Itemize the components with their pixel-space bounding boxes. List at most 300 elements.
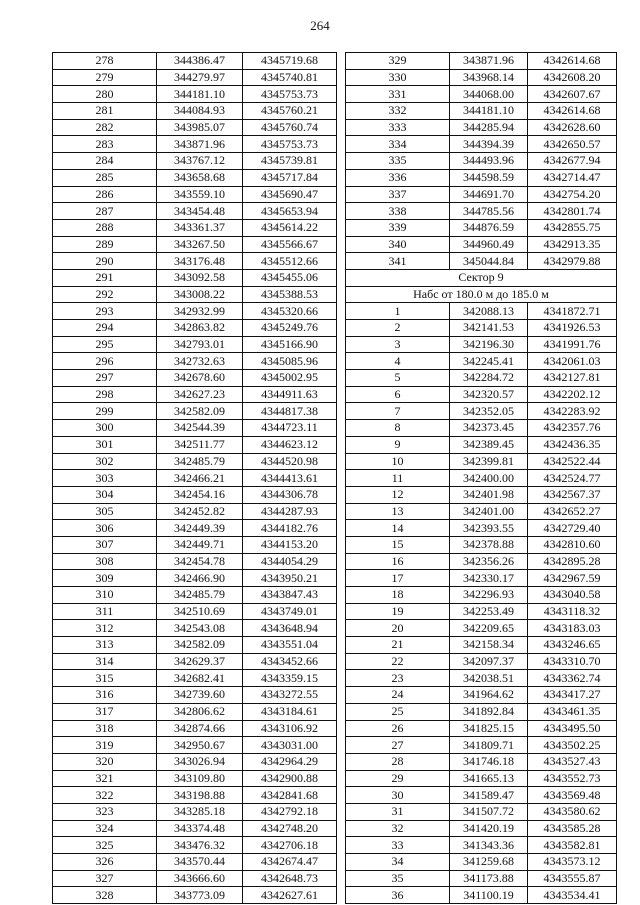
x-coordinate-cell: 342950.67 (157, 737, 243, 754)
table-row (53, 53, 337, 70)
x-coordinate-cell: 342627.23 (157, 386, 243, 403)
y-coordinate-cell: 4342900.88 (243, 770, 337, 787)
table-row (53, 837, 337, 854)
table-row (53, 520, 337, 537)
y-coordinate-cell: 4342652.27 (528, 503, 617, 520)
table-row (53, 637, 337, 654)
x-coordinate-cell: 342485.79 (157, 587, 243, 604)
y-coordinate-cell: 4343359.15 (243, 670, 337, 687)
table-row (53, 587, 337, 604)
x-coordinate-cell: 342296.93 (450, 587, 528, 604)
point-number-cell: 303 (53, 470, 157, 487)
point-number-cell: 281 (53, 103, 157, 120)
x-coordinate-cell: 342389.45 (450, 436, 528, 453)
table-row (53, 236, 337, 253)
table-row (53, 253, 337, 270)
point-number-cell: 28 (346, 753, 450, 770)
point-number-cell: 26 (346, 720, 450, 737)
y-coordinate-cell: 4343555.87 (528, 870, 617, 887)
table-row (346, 353, 617, 370)
point-number-cell: 280 (53, 86, 157, 103)
x-coordinate-cell: 343570.44 (157, 854, 243, 871)
y-coordinate-cell: 4344306.78 (243, 486, 337, 503)
point-number-cell: 290 (53, 253, 157, 270)
x-coordinate-cell: 344068.00 (450, 86, 528, 103)
table-row (53, 420, 337, 437)
table-row (346, 86, 617, 103)
x-coordinate-cell: 342400.00 (450, 470, 528, 487)
y-coordinate-cell: 4343950.21 (243, 570, 337, 587)
point-number-cell: 333 (346, 119, 450, 136)
point-number-cell: 340 (346, 236, 450, 253)
x-coordinate-cell: 342393.55 (450, 520, 528, 537)
table-row (53, 687, 337, 704)
y-coordinate-cell: 4343527.43 (528, 753, 617, 770)
y-coordinate-cell: 4345753.73 (243, 86, 337, 103)
x-coordinate-cell: 343559.10 (157, 186, 243, 203)
point-number-cell: 285 (53, 169, 157, 186)
point-number-cell: 9 (346, 436, 450, 453)
y-coordinate-cell: 4345719.68 (243, 53, 337, 70)
point-number-cell: 304 (53, 486, 157, 503)
table-row (346, 770, 617, 787)
x-coordinate-cell: 341825.15 (450, 720, 528, 737)
table-row (346, 186, 617, 203)
y-coordinate-cell: 4342964.29 (243, 753, 337, 770)
table-row (53, 370, 337, 387)
table-row (53, 787, 337, 804)
y-coordinate-cell: 4343573.12 (528, 854, 617, 871)
table-row (346, 253, 617, 270)
y-coordinate-cell: 4344623.12 (243, 436, 337, 453)
y-coordinate-cell: 4344520.98 (243, 453, 337, 470)
table-row (346, 53, 617, 70)
y-coordinate-cell: 4341872.71 (528, 303, 617, 320)
table-row (53, 670, 337, 687)
table-row (346, 386, 617, 403)
point-number-cell: 6 (346, 386, 450, 403)
point-number-cell: 328 (53, 887, 157, 904)
y-coordinate-cell: 4343040.58 (528, 587, 617, 604)
x-coordinate-cell: 342356.26 (450, 553, 528, 570)
y-coordinate-cell: 4345717.84 (243, 169, 337, 186)
x-coordinate-cell: 342320.57 (450, 386, 528, 403)
table-row (53, 69, 337, 86)
point-number-cell: 19 (346, 603, 450, 620)
x-coordinate-cell: 343666.60 (157, 870, 243, 887)
y-coordinate-cell: 4344911.63 (243, 386, 337, 403)
x-coordinate-cell: 342141.53 (450, 320, 528, 337)
table-row (53, 803, 337, 820)
table-row (53, 887, 337, 904)
y-coordinate-cell: 4342714.47 (528, 169, 617, 186)
x-coordinate-cell: 343374.48 (157, 820, 243, 837)
y-coordinate-cell: 4344287.93 (243, 503, 337, 520)
point-number-cell: 278 (53, 53, 157, 70)
table-row (346, 103, 617, 120)
x-coordinate-cell: 343267.50 (157, 236, 243, 253)
x-coordinate-cell: 344691.70 (450, 186, 528, 203)
table-row (346, 603, 617, 620)
point-number-cell: 33 (346, 837, 450, 854)
y-coordinate-cell: 4342855.75 (528, 219, 617, 236)
table-row (346, 136, 617, 153)
point-number-cell: 32 (346, 820, 450, 837)
table-row (346, 737, 617, 754)
y-coordinate-cell: 4343534.41 (528, 887, 617, 904)
x-coordinate-cell: 342466.90 (157, 570, 243, 587)
point-number-cell: 4 (346, 353, 450, 370)
y-coordinate-cell: 4342061.03 (528, 353, 617, 370)
point-number-cell: 339 (346, 219, 450, 236)
y-coordinate-cell: 4344723.11 (243, 420, 337, 437)
point-number-cell: 14 (346, 520, 450, 537)
point-number-cell: 279 (53, 69, 157, 86)
y-coordinate-cell: 4343847.43 (243, 587, 337, 604)
y-coordinate-cell: 4342202.12 (528, 386, 617, 403)
point-number-cell: 292 (53, 286, 157, 303)
table-row (53, 286, 337, 303)
point-number-cell: 300 (53, 420, 157, 437)
x-coordinate-cell: 342330.17 (450, 570, 528, 587)
x-coordinate-cell: 342466.21 (157, 470, 243, 487)
x-coordinate-cell: 342401.00 (450, 503, 528, 520)
y-coordinate-cell: 4345388.53 (243, 286, 337, 303)
table-row (53, 320, 337, 337)
table-row (346, 620, 617, 637)
x-coordinate-cell: 344876.59 (450, 219, 528, 236)
x-coordinate-cell: 341343.36 (450, 837, 528, 854)
y-coordinate-cell: 4343580.62 (528, 803, 617, 820)
table-row (53, 570, 337, 587)
y-coordinate-cell: 4343310.70 (528, 653, 617, 670)
x-coordinate-cell: 342544.39 (157, 420, 243, 437)
table-row (53, 336, 337, 353)
point-number-cell: 11 (346, 470, 450, 487)
x-coordinate-cell: 341964.62 (450, 687, 528, 704)
y-coordinate-cell: 4342801.74 (528, 203, 617, 220)
x-coordinate-cell: 342452.82 (157, 503, 243, 520)
y-coordinate-cell: 4342628.60 (528, 119, 617, 136)
table-row (346, 370, 617, 387)
table-row (346, 470, 617, 487)
point-number-cell: 3 (346, 336, 450, 353)
y-coordinate-cell: 4342677.94 (528, 153, 617, 170)
x-coordinate-cell: 343198.88 (157, 787, 243, 804)
x-coordinate-cell: 342511.77 (157, 436, 243, 453)
point-number-cell: 34 (346, 854, 450, 871)
y-coordinate-cell: 4342614.68 (528, 53, 617, 70)
x-coordinate-cell: 342209.65 (450, 620, 528, 637)
y-coordinate-cell: 4345455.06 (243, 269, 337, 286)
x-coordinate-cell: 341589.47 (450, 787, 528, 804)
y-coordinate-cell: 4344182.76 (243, 520, 337, 537)
y-coordinate-cell: 4345512.66 (243, 253, 337, 270)
table-row (346, 520, 617, 537)
x-coordinate-cell: 344493.96 (450, 153, 528, 170)
point-number-cell: 25 (346, 703, 450, 720)
x-coordinate-cell: 341746.18 (450, 753, 528, 770)
y-coordinate-cell: 4343552.73 (528, 770, 617, 787)
point-number-cell: 31 (346, 803, 450, 820)
y-coordinate-cell: 4343502.25 (528, 737, 617, 754)
table-row (346, 703, 617, 720)
y-coordinate-cell: 4342614.68 (528, 103, 617, 120)
y-coordinate-cell: 4342674.47 (243, 854, 337, 871)
table-row (53, 620, 337, 637)
y-coordinate-cell: 4343184.61 (243, 703, 337, 720)
point-number-cell: 23 (346, 670, 450, 687)
x-coordinate-cell: 343773.09 (157, 887, 243, 904)
point-number-cell: 283 (53, 136, 157, 153)
point-number-cell: 321 (53, 770, 157, 787)
y-coordinate-cell: 4345320.66 (243, 303, 337, 320)
table-row (53, 753, 337, 770)
y-coordinate-cell: 4343582.81 (528, 837, 617, 854)
y-coordinate-cell: 4342895.28 (528, 553, 617, 570)
y-coordinate-cell: 4343461.35 (528, 703, 617, 720)
table-row (346, 436, 617, 453)
sector-subheader-row (346, 286, 617, 303)
point-number-cell: 10 (346, 453, 450, 470)
point-number-cell: 329 (346, 53, 450, 70)
table-row (53, 470, 337, 487)
point-number-cell: 335 (346, 153, 450, 170)
point-number-cell: 323 (53, 803, 157, 820)
table-row (53, 737, 337, 754)
table-row (53, 169, 337, 186)
table-row (53, 486, 337, 503)
x-coordinate-cell: 344181.10 (157, 86, 243, 103)
table-row (346, 420, 617, 437)
y-coordinate-cell: 4344817.38 (243, 403, 337, 420)
y-coordinate-cell: 4345653.94 (243, 203, 337, 220)
y-coordinate-cell: 4345740.81 (243, 69, 337, 86)
x-coordinate-cell: 343968.14 (450, 69, 528, 86)
point-number-cell: 332 (346, 103, 450, 120)
point-number-cell: 302 (53, 453, 157, 470)
y-coordinate-cell: 4342748.20 (243, 820, 337, 837)
point-number-cell: 16 (346, 553, 450, 570)
x-coordinate-cell: 344285.94 (450, 119, 528, 136)
table-row (346, 169, 617, 186)
point-number-cell: 336 (346, 169, 450, 186)
point-number-cell: 294 (53, 320, 157, 337)
point-number-cell: 314 (53, 653, 157, 670)
y-coordinate-cell: 4343551.04 (243, 637, 337, 654)
y-coordinate-cell: 4341926.53 (528, 320, 617, 337)
table-row (346, 453, 617, 470)
point-number-cell: 24 (346, 687, 450, 704)
x-coordinate-cell: 342543.08 (157, 620, 243, 637)
point-number-cell: 289 (53, 236, 157, 253)
x-coordinate-cell: 341892.84 (450, 703, 528, 720)
table-row (346, 837, 617, 854)
x-coordinate-cell: 343109.80 (157, 770, 243, 787)
point-number-cell: 293 (53, 303, 157, 320)
table-row (53, 503, 337, 520)
point-number-cell: 299 (53, 403, 157, 420)
table-row (346, 536, 617, 553)
x-coordinate-cell: 345044.84 (450, 253, 528, 270)
y-coordinate-cell: 4342913.35 (528, 236, 617, 253)
point-number-cell: 324 (53, 820, 157, 837)
x-coordinate-cell: 342739.60 (157, 687, 243, 704)
x-coordinate-cell: 341100.19 (450, 887, 528, 904)
point-number-cell: 317 (53, 703, 157, 720)
y-coordinate-cell: 4342648.73 (243, 870, 337, 887)
x-coordinate-cell: 343871.96 (450, 53, 528, 70)
y-coordinate-cell: 4342436.35 (528, 436, 617, 453)
table-row (53, 703, 337, 720)
x-coordinate-cell: 344960.49 (450, 236, 528, 253)
point-number-cell: 5 (346, 370, 450, 387)
y-coordinate-cell: 4345566.67 (243, 236, 337, 253)
table-row (346, 753, 617, 770)
x-coordinate-cell: 343285.18 (157, 803, 243, 820)
y-coordinate-cell: 4343362.74 (528, 670, 617, 687)
point-number-cell: 20 (346, 620, 450, 637)
table-row (53, 870, 337, 887)
y-coordinate-cell: 4342522.44 (528, 453, 617, 470)
x-coordinate-cell: 342097.37 (450, 653, 528, 670)
table-row (346, 854, 617, 871)
y-coordinate-cell: 4342650.57 (528, 136, 617, 153)
table-row (346, 720, 617, 737)
table-row (346, 803, 617, 820)
x-coordinate-cell: 342401.98 (450, 486, 528, 503)
y-coordinate-cell: 4342127.81 (528, 370, 617, 387)
x-coordinate-cell: 342373.45 (450, 420, 528, 437)
y-coordinate-cell: 4343106.92 (243, 720, 337, 737)
y-coordinate-cell: 4342283.92 (528, 403, 617, 420)
y-coordinate-cell: 4345760.74 (243, 119, 337, 136)
x-coordinate-cell: 343008.22 (157, 286, 243, 303)
table-row (346, 153, 617, 170)
x-coordinate-cell: 344598.59 (450, 169, 528, 186)
y-coordinate-cell: 4342754.20 (528, 186, 617, 203)
point-number-cell: 322 (53, 787, 157, 804)
y-coordinate-cell: 4343452.66 (243, 653, 337, 670)
point-number-cell: 297 (53, 370, 157, 387)
x-coordinate-cell: 342629.37 (157, 653, 243, 670)
point-number-cell: 331 (346, 86, 450, 103)
point-number-cell: 308 (53, 553, 157, 570)
y-coordinate-cell: 4342524.77 (528, 470, 617, 487)
point-number-cell: 305 (53, 503, 157, 520)
point-number-cell: 18 (346, 587, 450, 604)
y-coordinate-cell: 4345690.47 (243, 186, 337, 203)
y-coordinate-cell: 4341991.76 (528, 336, 617, 353)
point-number-cell: 334 (346, 136, 450, 153)
table-row (53, 553, 337, 570)
x-coordinate-cell: 342352.05 (450, 403, 528, 420)
x-coordinate-cell: 342874.66 (157, 720, 243, 737)
table-row (53, 720, 337, 737)
x-coordinate-cell: 342449.71 (157, 536, 243, 553)
table-row (53, 353, 337, 370)
x-coordinate-cell: 341420.19 (450, 820, 528, 837)
y-coordinate-cell: 4345002.95 (243, 370, 337, 387)
point-number-cell: 313 (53, 637, 157, 654)
x-coordinate-cell: 343026.94 (157, 753, 243, 770)
x-coordinate-cell: 344785.56 (450, 203, 528, 220)
x-coordinate-cell: 342793.01 (157, 336, 243, 353)
sector-header-row (346, 269, 617, 286)
point-number-cell: 21 (346, 637, 450, 654)
point-number-cell: 7 (346, 403, 450, 420)
table-row (53, 453, 337, 470)
table-row (346, 69, 617, 86)
x-coordinate-cell: 344386.47 (157, 53, 243, 70)
table-row (346, 219, 617, 236)
point-number-cell: 17 (346, 570, 450, 587)
table-row (53, 136, 337, 153)
table-row (53, 386, 337, 403)
point-number-cell: 2 (346, 320, 450, 337)
x-coordinate-cell: 342038.51 (450, 670, 528, 687)
x-coordinate-cell: 343454.48 (157, 203, 243, 220)
point-number-cell: 13 (346, 503, 450, 520)
x-coordinate-cell: 342196.30 (450, 336, 528, 353)
table-row (346, 119, 617, 136)
x-coordinate-cell: 342454.16 (157, 486, 243, 503)
y-coordinate-cell: 4345249.76 (243, 320, 337, 337)
y-coordinate-cell: 4343031.00 (243, 737, 337, 754)
point-number-cell: 288 (53, 219, 157, 236)
x-coordinate-cell: 342378.88 (450, 536, 528, 553)
table-row (53, 186, 337, 203)
x-coordinate-cell: 342732.63 (157, 353, 243, 370)
y-coordinate-cell: 4342706.18 (243, 837, 337, 854)
table-row (53, 153, 337, 170)
table-row (53, 269, 337, 286)
table-row (53, 119, 337, 136)
coordinates-table-right (345, 52, 617, 904)
x-coordinate-cell: 342449.39 (157, 520, 243, 537)
point-number-cell: 286 (53, 186, 157, 203)
x-coordinate-cell: 344279.97 (157, 69, 243, 86)
point-number-cell: 287 (53, 203, 157, 220)
x-coordinate-cell: 343361.37 (157, 219, 243, 236)
table-row (346, 570, 617, 587)
point-number-cell: 298 (53, 386, 157, 403)
point-number-cell: 309 (53, 570, 157, 587)
y-coordinate-cell: 4343246.65 (528, 637, 617, 654)
y-coordinate-cell: 4343417.27 (528, 687, 617, 704)
table-row (53, 603, 337, 620)
point-number-cell: 325 (53, 837, 157, 854)
x-coordinate-cell: 343092.58 (157, 269, 243, 286)
point-number-cell: 326 (53, 854, 157, 871)
point-number-cell: 27 (346, 737, 450, 754)
table-row (346, 336, 617, 353)
point-number-cell: 338 (346, 203, 450, 220)
table-row (53, 403, 337, 420)
y-coordinate-cell: 4343183.03 (528, 620, 617, 637)
point-number-cell: 284 (53, 153, 157, 170)
y-coordinate-cell: 4342841.68 (243, 787, 337, 804)
y-coordinate-cell: 4344153.20 (243, 536, 337, 553)
point-number-cell: 295 (53, 336, 157, 353)
point-number-cell: 291 (53, 269, 157, 286)
table-row (53, 854, 337, 871)
point-number-cell: 337 (346, 186, 450, 203)
y-coordinate-cell: 4343749.01 (243, 603, 337, 620)
y-coordinate-cell: 4345614.22 (243, 219, 337, 236)
sector-title: Сектор 9 (346, 269, 617, 286)
table-row (53, 536, 337, 553)
